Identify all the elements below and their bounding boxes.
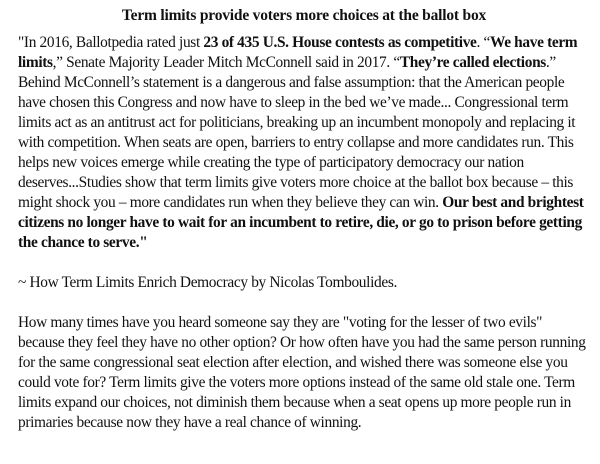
quote-bold-term-limits: We have term limits: [18, 34, 578, 71]
attribution: ~ How Term Limits Enrich Democracy by Nicolas Tomboulides.: [18, 274, 397, 291]
quote-text-4: .” Behind McConnell’s statement is a dangerous and false assumption: that the American people have chosen this Congress and now have to sleep in the bed we’ve made... Congressional term limits act as an antitrust act for politicians, breaking up an incumbent monopoly and replacing it with competition. When seats are open, barriers to entry collapse and more candidates run. This helps new voices emerge while creating the type of participatory democracy our nation deserves...Studies show that term limits give voters more choice at the ballot box because – this might shock you – more candidates run when they believe they can win.: [18, 54, 576, 211]
document-title: Term limits provide voters more choices at the ballot box: [121, 7, 487, 24]
quote-text-3: ,” Senate Majority Leader Mitch McConnell said in 2017. “: [52, 54, 400, 71]
quote-bold-competitive: 23 of 435 U.S. House contests as competitive: [203, 34, 477, 51]
quote-bold-conclusion: Our best and brightest citizens no longer have to wait for an incumbent to retire, die, or go to prison before getting the chance to serve.": [18, 194, 584, 251]
closing-paragraph: How many times have you heard someone say they are "voting for the lesser of two evils" because they feel they have no other option? Or how often have you had the same person running for the same congressional seat election after election, and wished there was someone else you could vote for? Term limits give the voters more options instead of the same old stale one. Term limits expand our choices, not diminish them because when a seat opens up more people run in primaries because now they have a real chance of winning.: [18, 314, 586, 431]
paragraph-spacer: [18, 293, 590, 313]
quote-text-1: "In 2016, Ballotpedia rated just: [18, 34, 204, 51]
quote-paragraph: [18, 33, 590, 253]
quote-text-2: . “: [476, 34, 491, 51]
quote-bold-elections: They’re called elections: [399, 54, 546, 71]
paragraph-spacer: [18, 253, 590, 273]
